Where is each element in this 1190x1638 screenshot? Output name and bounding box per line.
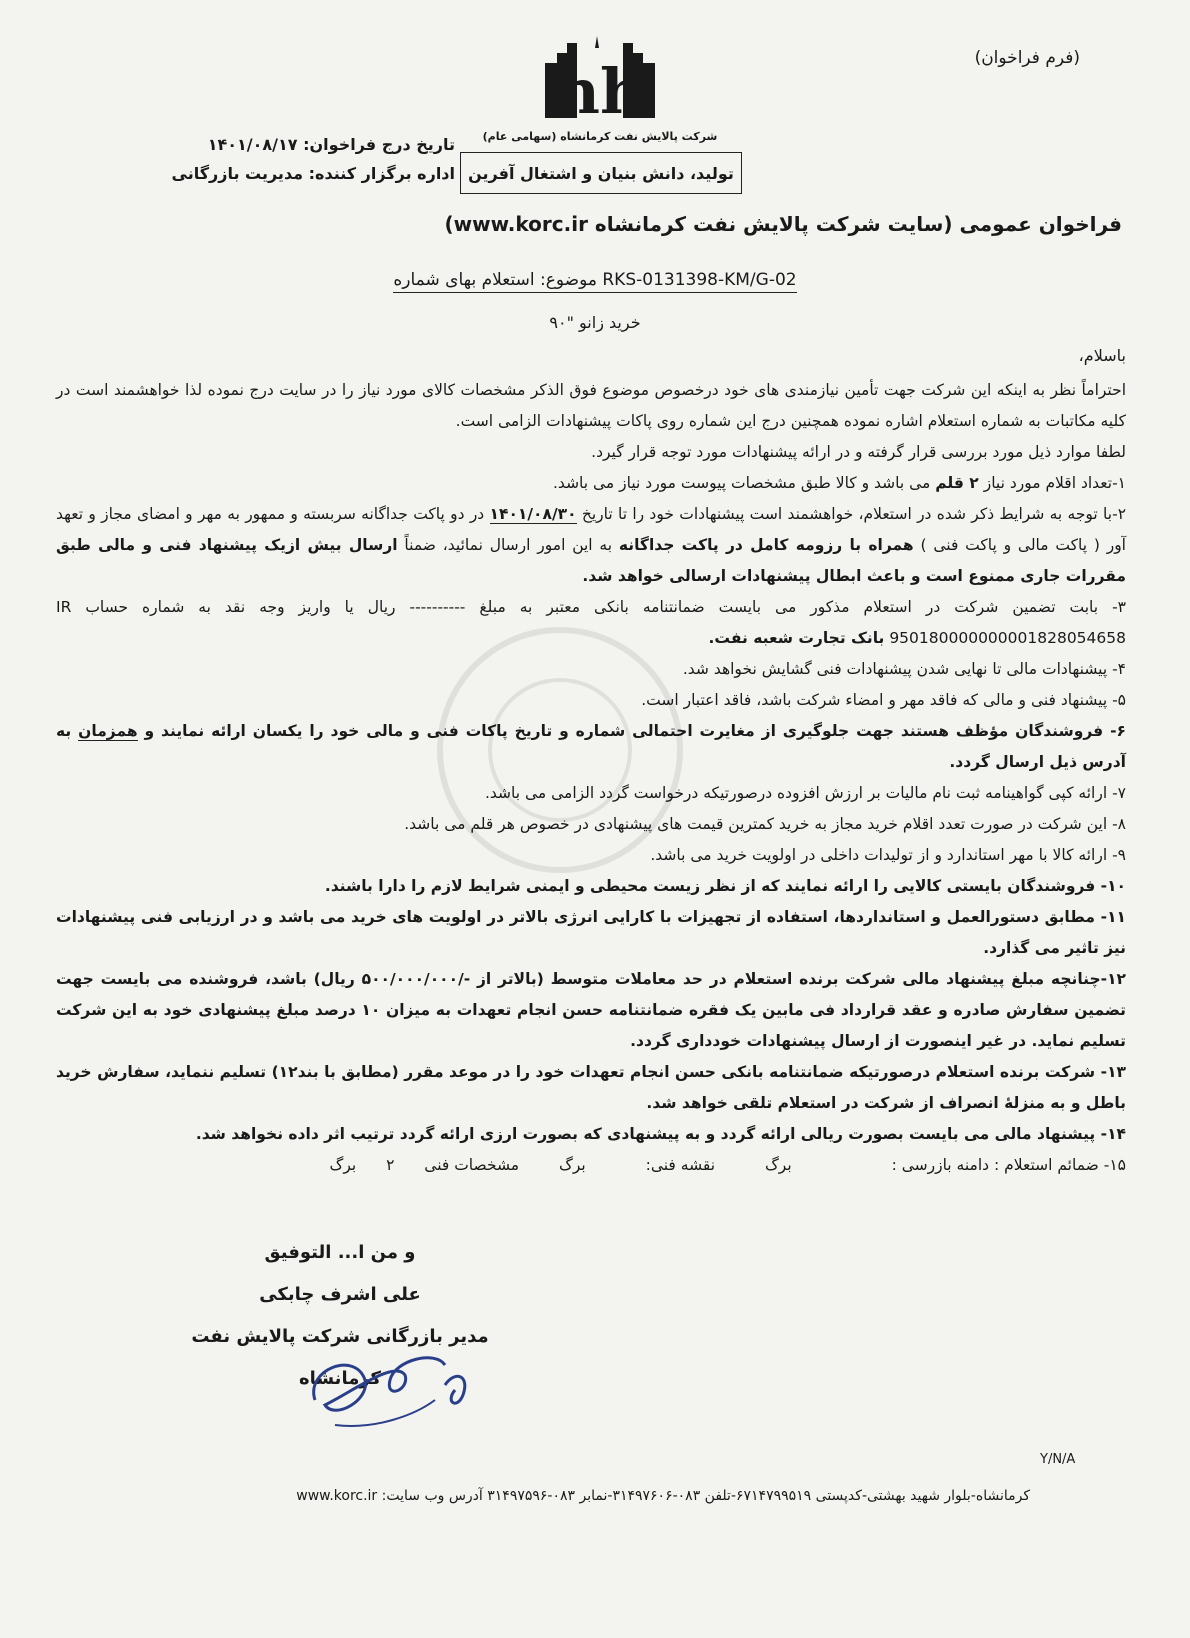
item-title: خرید زانو "۹۰ [549,313,641,332]
clause-3-bank: بانک تجارت شعبه نفت. [708,629,885,647]
attachments-specs: مشخصات فنی [424,1156,520,1174]
slogan-box: تولید، دانش بنیان و اشتغال آفرین [460,152,742,194]
company-name: شرکت پالایش نفت کرمانشاه (سهامی عام) [482,130,718,143]
attachments-label: ۱۵- ضمائم استعلام : دامنه بازرسی : [891,1156,1126,1174]
clause-6-text: ۶- فروشندگان مؤظف هستند جهت جلوگیری از مغایرت احتمالی شماره و تاریخ پاکات فنی و مالی خود را یکسان ارائه نمایند و [144,722,1126,740]
attachments-sheet-2: برگ [558,1156,586,1174]
clause-4: ۴- پیشنهادات مالی تا نهایی شدن پیشنهادات فنی گشایش نخواهد شد. [682,660,1126,678]
clause-6-simultaneous: همزمان [78,722,138,740]
deadline-date: ۱۴۰۱/۰۸/۳۰ [489,505,577,523]
clause-11: ۱۱- مطابق دستورالعمل و استانداردها، استفاده از تجهیزات با کارایی انرژی بالاتر در اولویت های خرید می باشد و در ارزیابی فنی پیشنهادات نیز تاثیر می گذارد. [56,908,1126,957]
signer-position: مدیر بازرگانی شرکت پالایش نفت کرمانشاه [191,1326,489,1389]
subject-text: موضوع: استعلام بهای شماره RKS-0131398-KM/G-02 [393,270,796,293]
clause-3-text: ۳- بابت تضمین شرکت در استعلام مذکور می بایست ضمانتنامه بانکی معتبر به مبلغ ---------- ریال یا واریز وجه نقد به شماره حساب IR 950180000000001828054658 [56,598,1126,647]
clause-1-text: ۱-تعداد اقلام مورد نیاز [983,474,1126,492]
clause-15 [56,1150,1126,1181]
attachments-sheet-1: برگ [764,1156,792,1174]
clause-1-count: ۲ قلم [935,474,979,492]
clause-5: ۵- پیشنهاد فنی و مالی که فاقد مهر و امضاء شرکت باشد، فاقد اعتبار است. [641,691,1126,709]
meta-block [135,130,455,188]
clause-2-text: ۲-با توجه به شرایط ذکر شده در استعلام، خواهشمند است پیشنهادات خود را تا تاریخ [581,505,1127,523]
clause-1-tail: می باشد و کالا طبق مشخصات پیوست مورد نیاز می باشد. [553,474,931,492]
clause-2-send: به این امور ارسال نمائید، ضمناً [404,536,613,554]
greeting: باسلام، [1078,346,1126,365]
handwritten-signature [295,1330,485,1440]
clause-10: ۱۰- فروشندگان بایستی کالایی را ارائه نمایند که از نظر زیست محیطی و ایمنی شرایط لازم را دارا باشند. [324,877,1126,895]
call-date: تاریخ درج فراخوان: ۱۴۰۱/۰۸/۱۷ [207,135,455,154]
intro-note: لطفا موارد ذیل مورد بررسی قرار گرفته و در ارائه پیشنهادات مورد توجه قرار گیرد. [591,443,1126,461]
clause-6 [56,716,1126,778]
attachments-drawing: نقشه فنی: [645,1156,716,1174]
clauses-body [56,375,1126,1181]
clause-2-envelopes: در دو پاکت جداگانه سربسته و ممهور به مهر و امضای مجاز و تعهد آور ( پاکت مالی و پاکت فنی ) [56,505,1126,554]
closing-phrase: و من ا... التوفیق [264,1242,416,1263]
clause-2 [56,499,1126,592]
clause-7: ۷- ارائه کپی گواهینامه ثبت نام مالیات بر ارزش افزوده درصورتیکه درخواست گردد الزامی می باشد. [484,784,1126,802]
clause-9: ۹- ارائه کالا با مهر استاندارد و از تولیدات داخلی در اولویت خرید می باشد. [650,846,1126,864]
signer-name: علی اشرف چابکی [259,1284,421,1305]
svg-text:nh: nh [554,55,646,128]
organizer: اداره برگزار کننده: مدیریت بازرگانی [171,164,455,183]
clause-12: ۱۲-چنانچه مبلغ پیشنهاد مالی شرکت برنده استعلام در حد معاملات متوسط (بالاتر از -/۵۰۰/۰۰۰/۰۰۰ ریال) باشد، فروشنده می بایست جهت تضمین سفارش صادره و عقد قرارداد فی مابین یک فقره ضمانتنامه حسن انجام تعهدات به میزان ۱۰ درصد مبلغ پیشنهادی خود به این شرکت تسلیم نماید. در غیر اینصورت از ارسال پیشنهادات خودداری گردد. [56,970,1126,1050]
form-type-label: (فرم فراخوان) [974,48,1080,68]
clause-14: ۱۴- پیشنهاد مالی می بایست بصورت ریالی ارائه گردد و به پیشنهادی که بصورت ارزی ارائه گردد ترتیب اثر داده نخواهد شد. [195,1125,1126,1143]
page-title: فراخوان عمومی (سایت شرکت پالایش نفت کرمانشاه www.korc.ir) [444,212,1122,236]
company-logo [535,28,665,128]
attachments-count: ۲ [386,1156,395,1174]
clause-8: ۸- این شرکت در صورت تعدد اقلام خرید مجاز به خرید کمترین قیمت های پیشنهادی در خصوص هر قلم می باشد. [404,815,1126,833]
clause-1 [56,468,1126,499]
attachments-sheet-3: برگ [329,1156,357,1174]
clause-13: ۱۳- شرکت برنده استعلام درصورتیکه ضمانتنامه بانکی حسن انجام تعهدات خود را در موعد مقرر (مطابق با بند۱۲) تسلیم ننماید، سفارش خرید باطل و به منزلۀ انصراف از شرکت در استعلام تلقی خواهد شد. [56,1063,1126,1112]
clause-3 [56,592,1126,654]
intro-paragraph: احتراماً نظر به اینکه این شرکت جهت تأمین نیازمندی های خود درخصوص موضوع فوق الذکر مشخصات کالای مورد نیاز را در سایت درج نموده لذا خواهشمند است در کلیه مکاتبات به شماره استعلام اشاره نموده همچنین درج این شماره روی پاکات پیشنهادات الزامی است. [56,381,1126,430]
clause-2-warning: ارسال بیش ازیک پیشنهاد فنی و مالی طبق مقررات جاری ممنوع است و باعث ابطال پیشنهادات ارسالی خواهد شد. [56,536,1126,585]
clause-2-resume: همراه با رزومه کامل در پاکت جداگانه [618,536,914,554]
clause-6-tail: به آدرس ذیل ارسال گردد. [56,722,1126,771]
initials: Y/N/A [1040,1452,1076,1467]
footer-address: کرمانشاه-بلوار شهید بهشتی-کدپستی ۶۷۱۴۷۹۹۵۱۹-تلفن ۰۸۳-۳۱۴۹۷۶۰۶-نمابر ۰۸۳-۳۱۴۹۷۵۹۶ آدرس وب سایت: www.korc.ir [296,1488,1030,1504]
subject-line [0,270,1190,290]
